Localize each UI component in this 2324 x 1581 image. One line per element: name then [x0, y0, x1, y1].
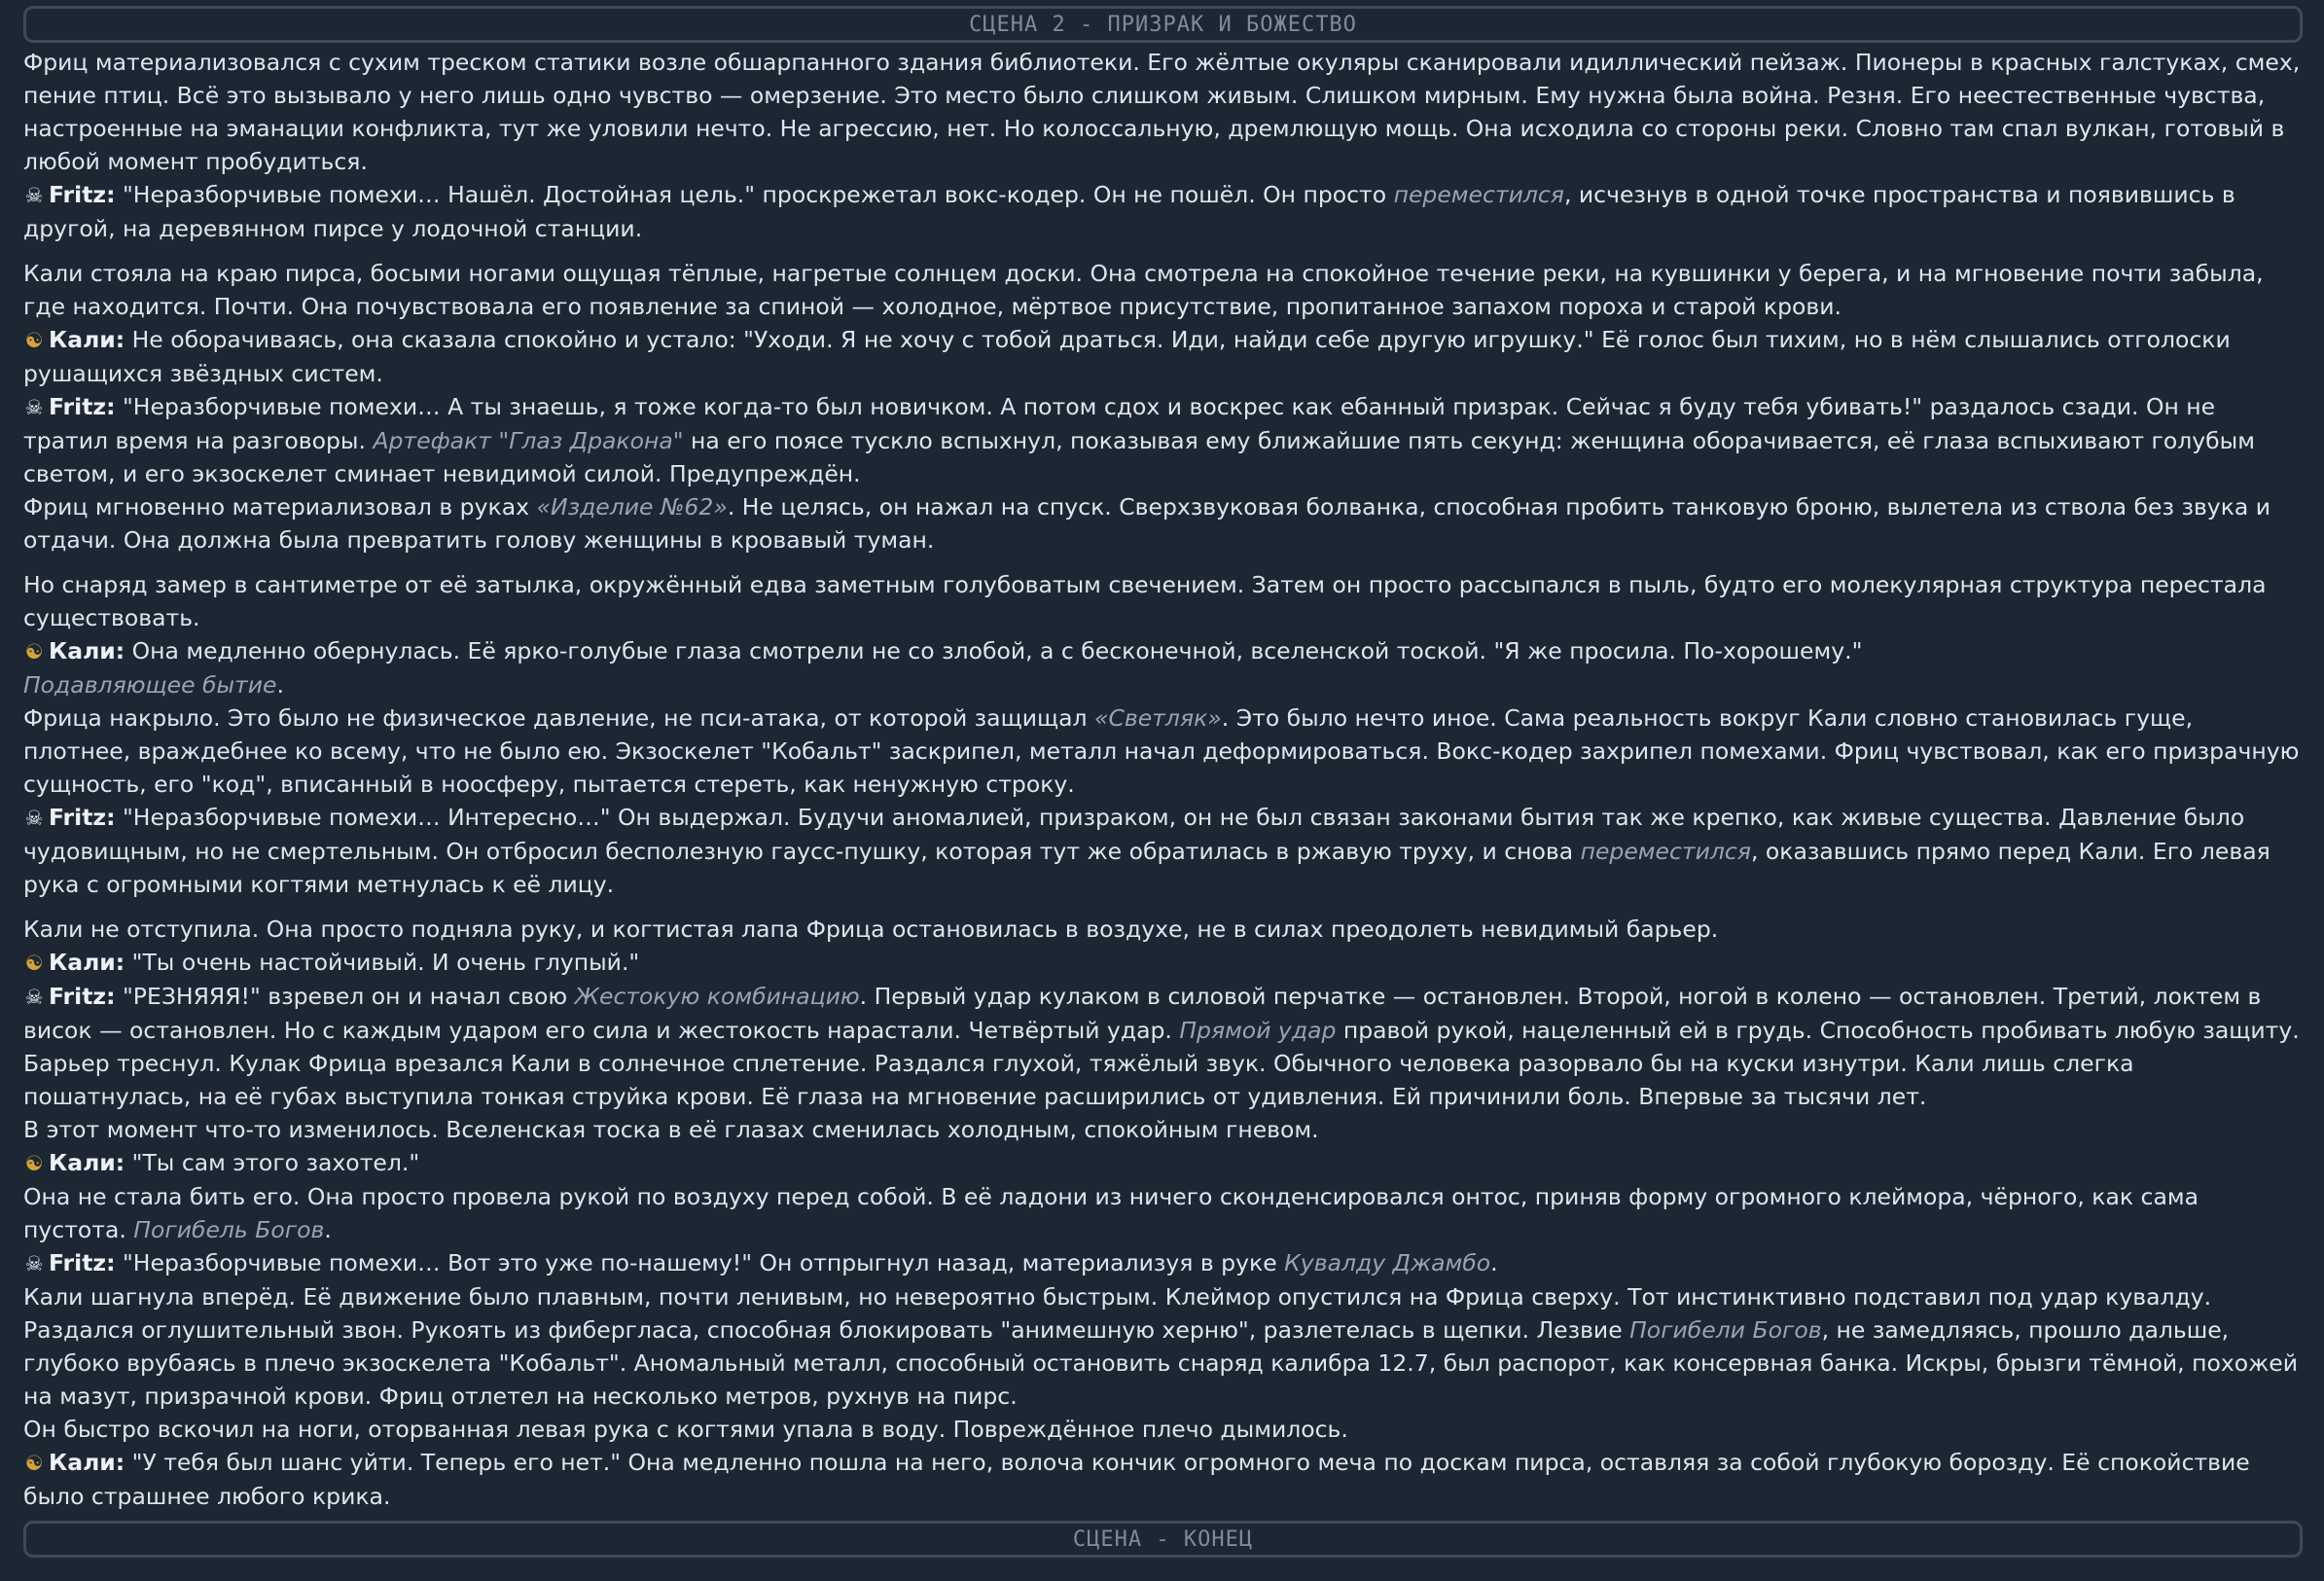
speaker-fritz: Fritz:	[49, 983, 116, 1010]
weapon-name: Погибель Богов	[133, 1216, 325, 1243]
paragraph: Она не стала бить его. Она просто провела рукой по воздуху перед собой. В её ладони из ничего сконденсировался онтос, приняв форму огромного клеймора, чёрного, как сама пустота. Погибель Богов.	[23, 1183, 2199, 1243]
paragraph: Кали стояла на краю пирса, босыми ногами ощущая тёплые, нагретые солнцем доски. Она смотрела на спокойное течение реки, на кувшинки у берега, и на мгновение почти забыла, где находится. Почти. Она почувствовала его появление за спиной — холодное, мёртвое присутствие, пропитанное запахом пороха и старой крови.	[23, 260, 2264, 320]
item-name: «Изделие №62»	[536, 493, 728, 521]
weapon-name: Кувалду Джамбо	[1284, 1249, 1491, 1276]
paragraph: Фрица накрыло. Это было не физическое давление, не пси-атака, от которой защищал «Светляк». Это было нечто иное. Сама реальность вокруг Кали словно становилась гуще, плотнее, враждебнее ко всему, что не было ею. Экзоскелет "Кобальт" заскрипел, металл начал деформироваться. Вокс-кодер захрипел помехами. Фриц чувствовал, как его призрачную сущность, его "код", вписанный в ноосферу, пытается стереть, как ненужную строку.	[23, 704, 2300, 798]
dialogue-kali: ☯ Кали: Не оборачиваясь, она сказала спокойно и устало: "Уходи. Я не хочу с тобой драться. Иди, найди себе другую игрушку." Её голос был тихим, но в нём слышались отголоски рушащихся звёздных систем.	[23, 326, 2231, 387]
speaker-kali: Кали:	[49, 326, 125, 353]
paragraph: Кали шагнула вперёд. Её движение было плавным, почти ленивым, но невероятно быстрым. Клеймор опустился на Фрица сверху. Тот инстинктивно подставил под удар кувалду.	[23, 1283, 2212, 1311]
dialogue-kali: ☯ Кали: "У тебя был шанс уйти. Теперь его нет." Она медленно пошла на него, волоча кончик огромного меча по доскам пирса, оставляя за собой глубокую борозду. Её спокойствие было страшнее любого крика.	[23, 1449, 2250, 1510]
paragraph: Подавляющее бытие.	[23, 671, 284, 699]
speaker-kali: Кали:	[49, 1149, 125, 1176]
ability-name: Прямой удар	[1179, 1017, 1337, 1044]
dialogue-kali: ☯ Кали: "Ты очень настойчивый. И очень глупый."	[23, 946, 2303, 980]
dialogue-fritz: ☠ Fritz: "Неразборчивые помехи… А ты знаешь, я тоже когда-то был новичком. А потом сдох и воскрес как ебанный призрак. Сейчас я буду тебя убивать!" раздалось сзади. Он не тратил время на разговоры. Артефакт "Глаз Дракона" на его поясе тускло вспыхнул, показывая ему ближайшие пять секунд: женщина оборачивается, её глаза вспыхивают голубым светом, и его экзоскелет сминает невидимой силой. Предупреждён.	[23, 393, 2255, 487]
skull-icon: ☠	[24, 986, 44, 1009]
skull-icon: ☠	[24, 396, 44, 419]
dialogue-kali: ☯ Кали: "Ты сам этого захотел."	[23, 1146, 2303, 1180]
speaker-fritz: Fritz:	[49, 804, 116, 831]
paragraph: Но снаряд замер в сантиметре от её затылка, окружённый едва заметным голубоватым свечением. Затем он просто рассыпался в пыль, будто его молекулярная структура перестала существовать.	[23, 571, 2267, 631]
ability-name: Подавляющее бытие	[23, 671, 277, 699]
ability-name: переместился	[1580, 838, 1751, 865]
dialogue-fritz: ☠ Fritz: "Неразборчивые помехи… Интересно…" Он выдержал. Будучи аномалией, призраком, он не был связан законами бытия так же крепко, как живые существа. Давление было чудовищным, но не смертельным. Он отбросил бесполезную гаусс-пушку, которая тут же обратилась в ржавую труху, и снова переместился, оказавшись прямо перед Кали. Его левая рука с огромными когтями метнулась к её лицу.	[23, 804, 2270, 898]
speaker-fritz: Fritz:	[49, 393, 116, 420]
speaker-kali: Кали:	[49, 1449, 125, 1476]
speaker-kali: Кали:	[49, 949, 125, 976]
weapon-name: Погибели Богов	[1629, 1316, 1822, 1344]
skull-icon: ☠	[24, 1252, 44, 1276]
speaker-fritz: Fritz:	[49, 181, 116, 208]
item-name: «Светляк»	[1094, 704, 1222, 732]
paragraph: Фриц мгновенно материализовал в руках «Изделие №62». Не целясь, он нажал на спуск. Сверхзвуковая болванка, способная пробить танковую броню, вылетела из ствола без звука и отдачи. Она должна была превратить голову женщины в кровавый туман.	[23, 493, 2271, 554]
speaker-fritz: Fritz:	[49, 1249, 116, 1276]
story-text	[23, 46, 2303, 1513]
paragraph: Он быстро вскочил на ноги, оторванная левая рука с когтями упала в воду. Повреждённое плечо дымилось.	[23, 1416, 1348, 1443]
meditating-figure-icon: ☯	[24, 1152, 44, 1175]
meditating-figure-icon: ☯	[24, 1452, 44, 1475]
meditating-figure-icon: ☯	[24, 952, 44, 975]
ability-name: Жестокую комбинацию	[574, 983, 860, 1010]
paragraph: Фриц материализовался с сухим треском статики возле обшарпанного здания библиотеки. Его жёлтые окуляры сканировали идиллический пейзаж. Пионеры в красных галстуках, смех, пение птиц. Всё это вызывало у него лишь одно чувство — омерзение. Это место было слишком живым. Слишком мирным. Ему нужна была война. Резня. Его неестественные чувства, настроенные на эманации конфликта, тут же уловили нечто. Не агрессию, нет. Но колоссальную, дремлющую мощь. Она исходила со стороны реки. Словно там спал вулкан, готовый в любой момент пробудиться.	[23, 49, 2301, 175]
meditating-figure-icon: ☯	[24, 329, 44, 352]
speaker-kali: Кали:	[49, 637, 125, 665]
skull-icon: ☠	[24, 184, 44, 207]
meditating-figure-icon: ☯	[24, 640, 44, 664]
paragraph: Раздался оглушительный звон. Рукоять из фибергласа, способная блокировать "анимешную херню", разлетелась в щепки. Лезвие Погибели Богов, не замедляясь, прошло дальше, глубоко врубаясь в плечо экзоскелета "Кобальт". Аномальный металл, способный остановить снаряд калибра 12.7, был распорот, как консервная банка. Искры, брызги тёмной, похожей на мазут, призрачной крови. Фриц отлетел на несколько метров, рухнув на пирс.	[23, 1316, 2299, 1410]
scene-footer-banner: СЦЕНА - КОНЕЦ	[23, 1521, 2303, 1558]
skull-icon: ☠	[24, 807, 44, 830]
dialogue-kali: ☯ Кали: Она медленно обернулась. Её ярко-голубые глаза смотрели не со злобой, а с бесконечной, вселенской тоской. "Я же просила. По-хорошему."	[23, 634, 2303, 668]
paragraph: Барьер треснул. Кулак Фрица врезался Кали в солнечное сплетение. Раздался глухой, тяжёлый звук. Обычного человека разорвало бы на куски изнутри. Кали лишь слегка пошатнулась, на её губах выступила тонкая струйка крови. Её глаза на мгновение расширились от удивления. Ей причинили боль. Впервые за тысячи лет.	[23, 1050, 2134, 1110]
paragraph: Кали не отступила. Она просто подняла руку, и когтистая лапа Фрица остановилась в воздухе, не в силах преодолеть невидимый барьер.	[23, 916, 1719, 943]
paragraph: В этот момент что-то изменилось. Вселенская тоска в её глазах сменилась холодным, спокойным гневом.	[23, 1116, 1319, 1143]
scene-header-banner: СЦЕНА 2 - ПРИЗРАК И БОЖЕСТВО	[23, 6, 2303, 43]
dialogue-fritz: ☠ Fritz: "Неразборчивые помехи… Вот это уже по-нашему!" Он отпрыгнул назад, материализуя в руке Кувалду Джамбо.	[23, 1246, 2303, 1280]
artifact-name: Артефакт "Глаз Дракона"	[373, 427, 684, 454]
ability-name: переместился	[1393, 181, 1564, 208]
dialogue-fritz: ☠ Fritz: "РЕЗНЯЯЯ!" взревел он и начал свою Жестокую комбинацию. Первый удар кулаком в силовой перчатке — остановлен. Второй, ногой в колено — остановлен. Третий, локтем в висок — остановлен. Но с каждым ударом его сила и жестокость нарастали. Четвёртый удар. Прямой удар правой рукой, нацеленный ей в грудь. Способность пробивать любую защиту.	[23, 983, 2300, 1044]
dialogue-fritz: ☠ Fritz: "Неразборчивые помехи… Нашёл. Достойная цель." проскрежетал вокс-кодер. Он не пошёл. Он просто переместился, исчезнув в одной точке пространства и появившись в другой, на деревянном пирсе у лодочной станции.	[23, 181, 2235, 242]
